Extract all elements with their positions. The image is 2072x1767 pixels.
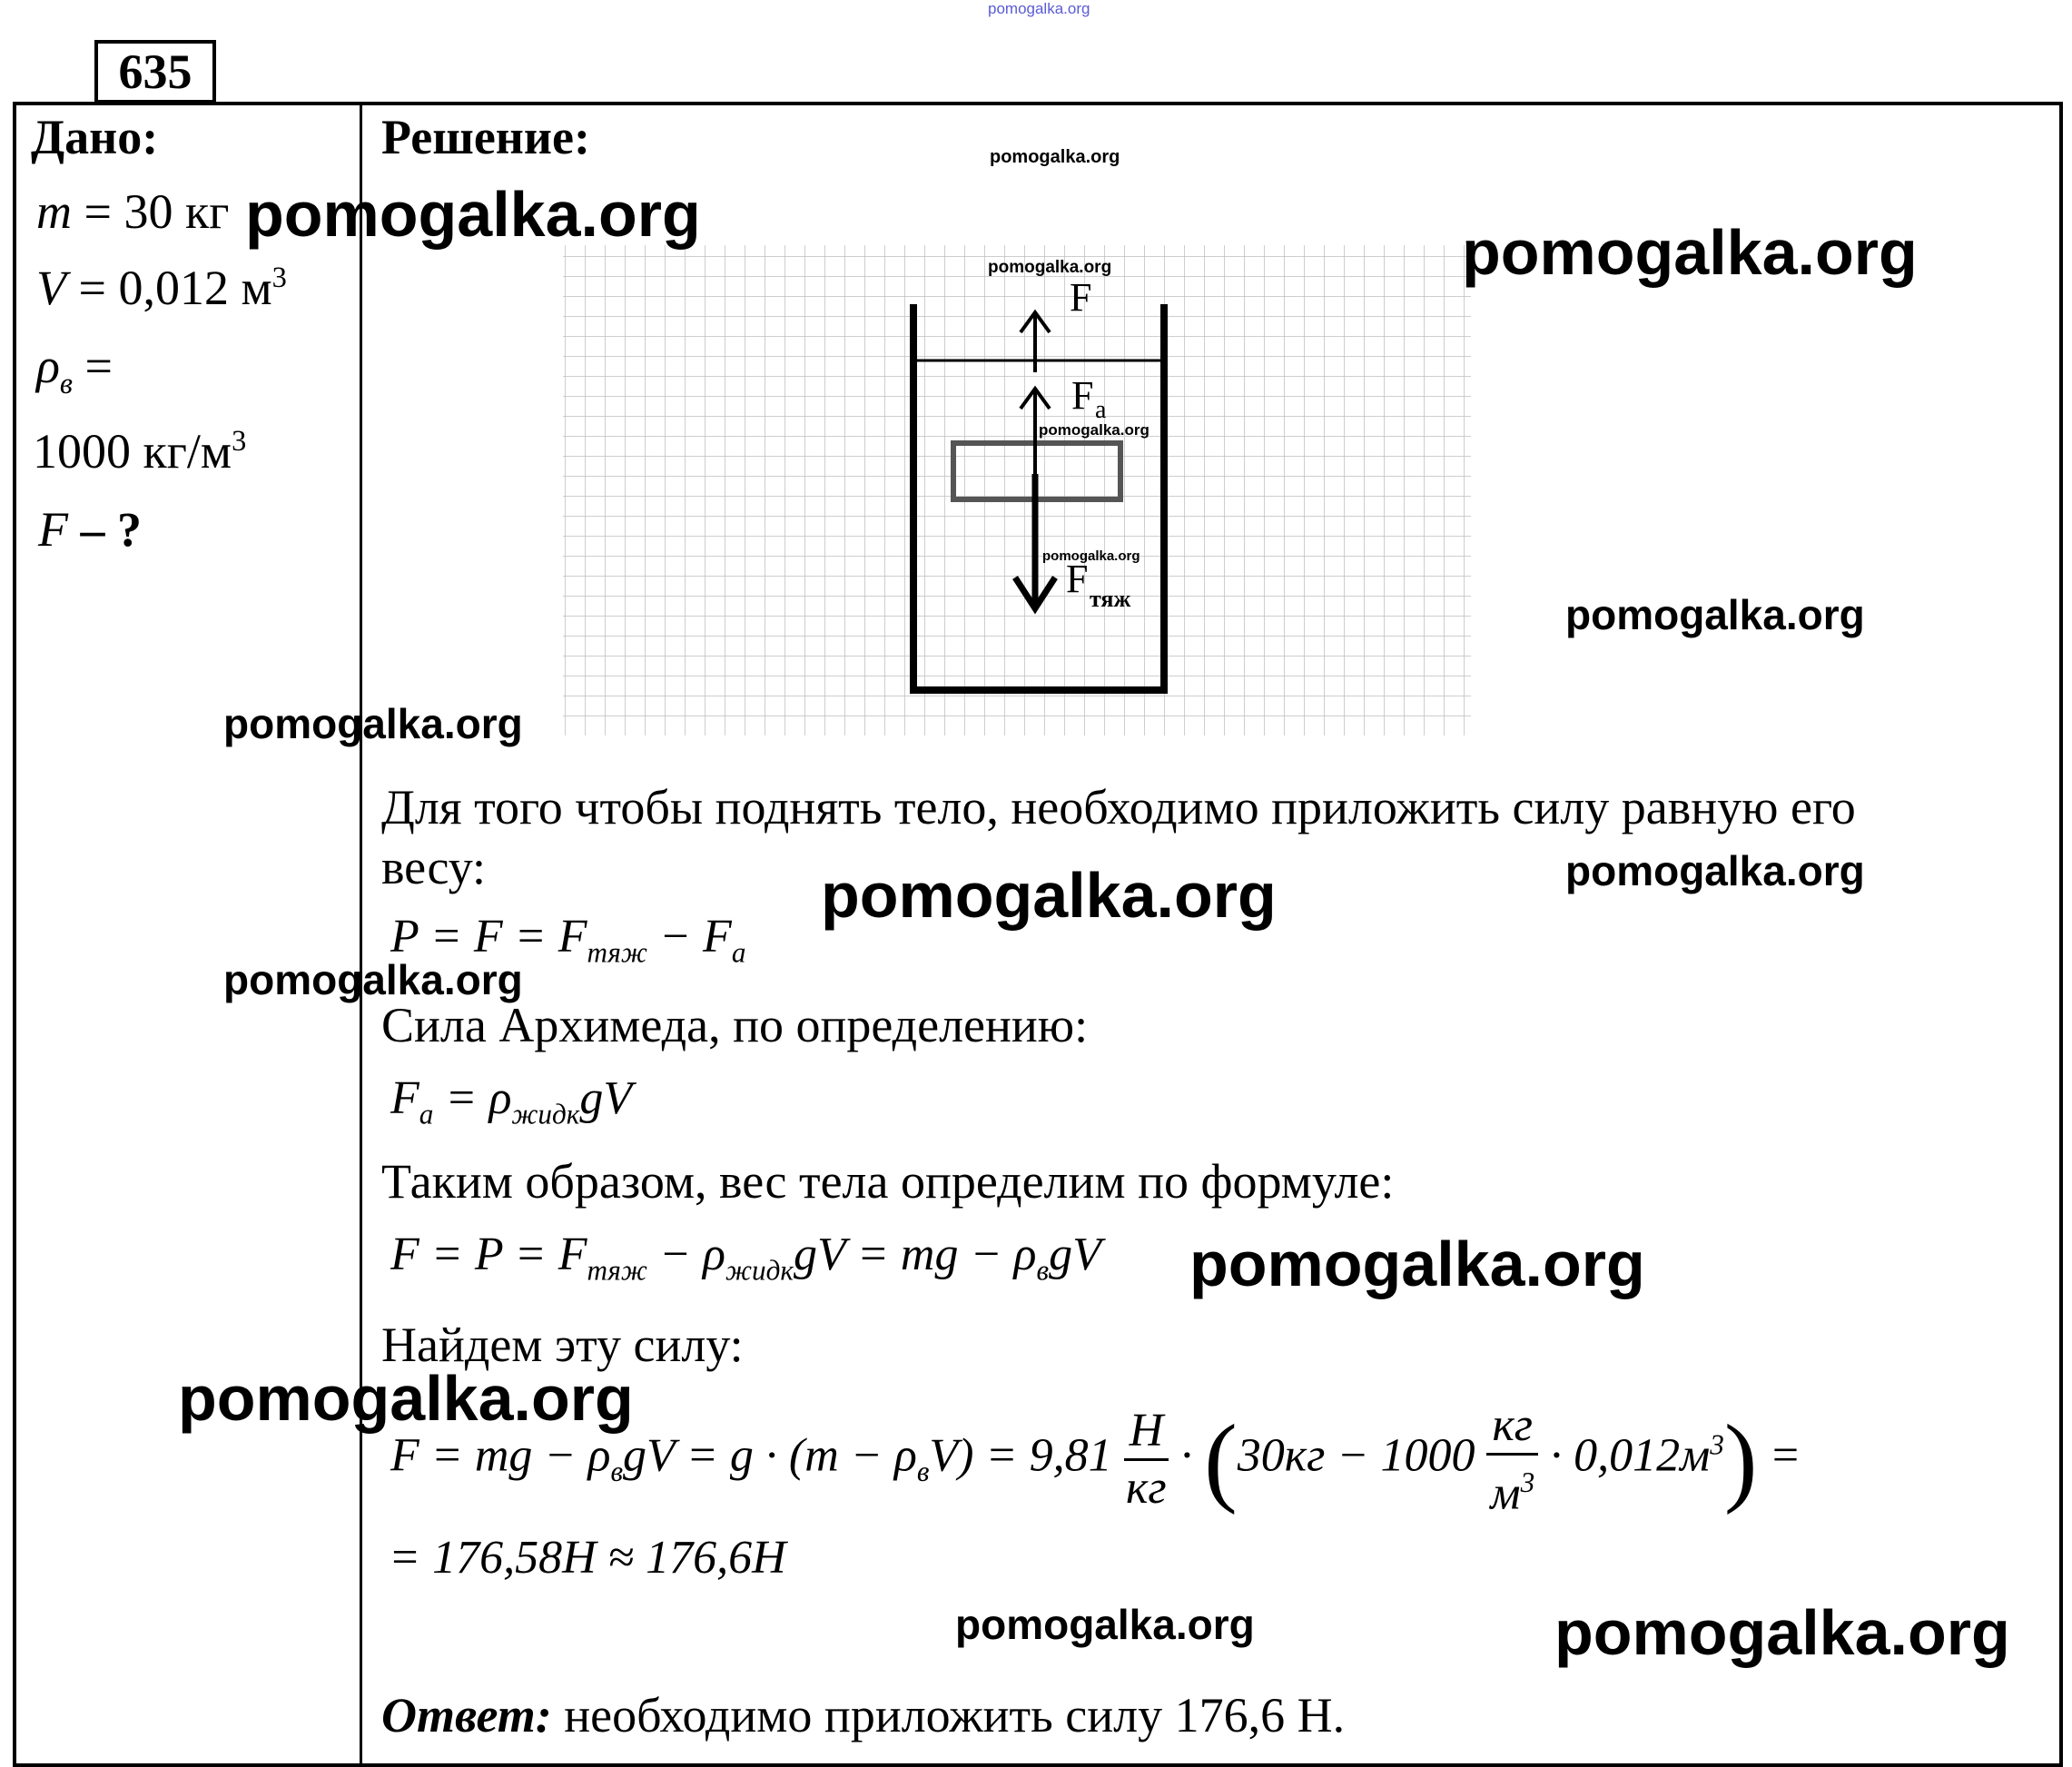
- fraction-n-per-kg: [1124, 1404, 1169, 1515]
- watermark-bottom-center: pomogalka.org: [955, 1601, 1255, 1648]
- paragraph-intro: Для того чтобы поднять тело, необходимо приложить силу равную его: [381, 780, 1856, 834]
- force-diagram: [545, 236, 1489, 745]
- f4-a-sub: в: [610, 1456, 624, 1487]
- f2-a: F: [390, 1072, 419, 1124]
- f1-main: P = F = F: [390, 911, 587, 962]
- f4-d: ·: [1180, 1429, 1193, 1482]
- label-f: F: [1070, 275, 1092, 320]
- watermark-figure-1: pomogalka.org: [988, 258, 1112, 277]
- label-fa: F: [1071, 373, 1094, 418]
- f3-c: gV = mg − ρ: [794, 1229, 1037, 1280]
- watermark-center-2: pomogalka.org: [1189, 1229, 1645, 1299]
- f1-tail-sub: a: [731, 936, 746, 969]
- formula-result: = 176,58Н ≈ 176,6Н: [389, 1532, 786, 1584]
- f4-c: V) = 9,81: [929, 1429, 1112, 1482]
- watermark-right-2: pomogalka.org: [1565, 847, 1865, 894]
- formula-archimedes: [390, 1071, 632, 1130]
- watermark-bottom-right: pomogalka.org: [1554, 1597, 2010, 1668]
- volume-value: = 0,012 м: [66, 261, 272, 315]
- frac1-num: Н: [1124, 1404, 1169, 1461]
- f1-sub: тяж: [587, 936, 647, 969]
- f3-b-sub: жидк: [725, 1254, 794, 1287]
- paragraph-thus: Таким образом, вес тела определим по формуле:: [381, 1154, 1395, 1209]
- density-equals: =: [72, 339, 113, 393]
- paren-open: (: [1204, 1404, 1238, 1515]
- watermark-given: pomogalka.org: [245, 179, 701, 250]
- problem-number: 635: [94, 40, 216, 104]
- fraction-kg-per-m3: [1486, 1398, 1538, 1521]
- watermark-left-3: pomogalka.org: [178, 1363, 634, 1434]
- answer-text: необходимо приложить силу 176,6 Н.: [551, 1688, 1346, 1742]
- f2-a-sub: a: [419, 1098, 434, 1130]
- frac1-den: кг: [1126, 1462, 1167, 1515]
- watermark-figure-2: pomogalka.org: [1039, 421, 1149, 439]
- f4-f-exp: 3: [1710, 1428, 1724, 1461]
- answer-line: [381, 1687, 1345, 1743]
- f4-b: gV = g · (m − ρ: [623, 1429, 917, 1482]
- watermark-left-1: pomogalka.org: [223, 700, 523, 747]
- paragraph-intro-cont: весу:: [381, 840, 487, 894]
- formula-force: [390, 1228, 1101, 1287]
- frac2-den: м: [1490, 1467, 1521, 1520]
- f4-a: F = mg − ρ: [390, 1429, 611, 1482]
- paragraph-find: Найдем эту силу:: [381, 1318, 744, 1372]
- f4-b-sub: в: [916, 1456, 930, 1487]
- watermark-top: pomogalka.org: [988, 0, 1090, 17]
- f3-a: F = P = F: [390, 1229, 587, 1280]
- f2-b: = ρ: [433, 1072, 512, 1124]
- watermark-center-1: pomogalka.org: [821, 860, 1277, 931]
- label-ft-sub: тяж: [1090, 586, 1131, 612]
- f3-c-sub: в: [1036, 1254, 1050, 1287]
- density-value: 1000 кг/м: [33, 424, 232, 479]
- paragraph-archimedes: Сила Архимеда, по определению:: [381, 998, 1089, 1052]
- frac2-den-exp: 3: [1520, 1466, 1535, 1498]
- paren-close: ): [1723, 1404, 1758, 1515]
- frac2-den-wrap: [1486, 1456, 1538, 1521]
- answer-label: Ответ:: [381, 1688, 552, 1742]
- find-question: – ?: [68, 502, 142, 557]
- f3-d: gV: [1049, 1229, 1101, 1280]
- f3-a-sub: тяж: [587, 1254, 647, 1287]
- f2-b-sub: жидк: [511, 1098, 580, 1130]
- volume-symbol: V: [36, 261, 66, 315]
- f4-e: 30кг − 1000: [1237, 1429, 1475, 1482]
- watermark-right-1: pomogalka.org: [1565, 591, 1865, 638]
- watermark-top-right: pomogalka.org: [1462, 217, 1918, 288]
- given-mass: [36, 183, 229, 240]
- given-density-label: [36, 338, 113, 401]
- f2-c: gV: [579, 1072, 633, 1124]
- watermark-left-2: pomogalka.org: [223, 956, 523, 1003]
- f4-g: =: [1769, 1429, 1801, 1482]
- label-ft: F: [1066, 557, 1089, 601]
- given-find: [38, 501, 142, 558]
- density-exponent: 3: [232, 425, 247, 458]
- column-divider: [360, 102, 362, 1763]
- density-subscript: в: [59, 367, 73, 400]
- f4-f: · 0,012м: [1550, 1429, 1711, 1482]
- label-fa-sub: a: [1095, 396, 1107, 424]
- watermark-header: pomogalka.org: [990, 147, 1120, 167]
- watermark-figure-3: pomogalka.org: [1042, 548, 1140, 564]
- solution-header: Решение:: [381, 110, 590, 164]
- f1-tail: − F: [646, 911, 732, 962]
- frac2-num: кг: [1486, 1398, 1538, 1456]
- mass-value: = 30 кг: [72, 184, 230, 239]
- given-volume: [36, 260, 287, 316]
- force-diagram-svg: [545, 236, 1489, 745]
- given-density-value: [33, 423, 246, 479]
- find-symbol: F: [38, 502, 68, 557]
- mass-symbol: m: [36, 184, 72, 239]
- grid-background: [563, 245, 1471, 735]
- given-header: Дано:: [31, 110, 159, 164]
- density-symbol: ρ: [36, 339, 60, 393]
- f3-b: − ρ: [646, 1229, 726, 1280]
- volume-exponent: 3: [271, 262, 287, 294]
